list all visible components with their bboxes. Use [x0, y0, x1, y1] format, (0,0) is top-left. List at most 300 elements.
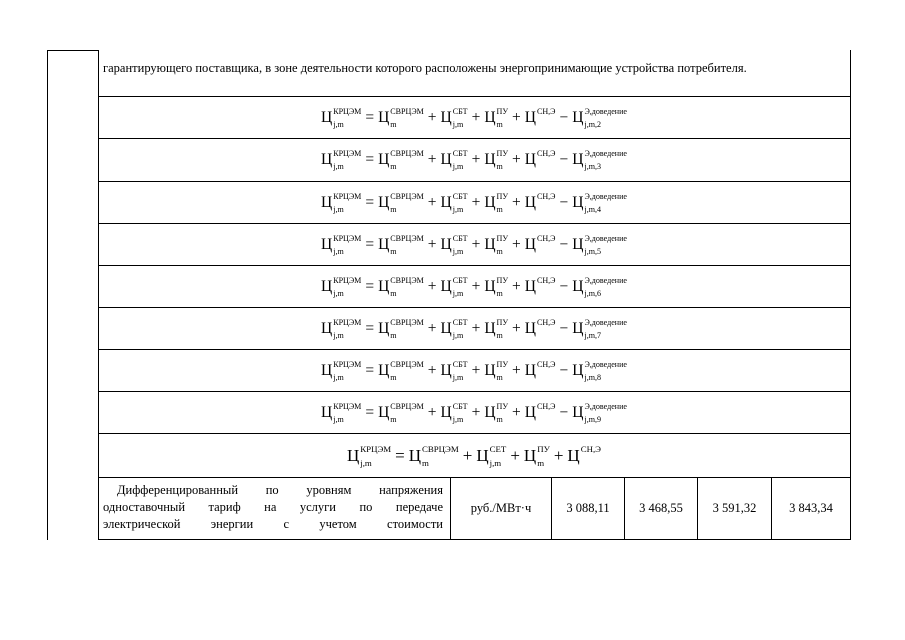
symbol-scripts — [536, 148, 556, 168]
symbol-superscript: Э,доведение — [584, 317, 627, 327]
formula-symbol — [567, 446, 601, 466]
formula-symbol — [524, 148, 556, 169]
symbol-scripts — [496, 401, 509, 424]
intro-paragraph: гарантирующего поставщика, в зоне деятельности которого расположены энергопринимающие устройства потребителя. — [103, 61, 747, 75]
formula-symbol — [524, 275, 556, 296]
formula-row — [98, 350, 850, 392]
formula-symbol — [347, 446, 391, 466]
formula — [321, 191, 627, 214]
symbol-superscript: СН,Э — [536, 275, 556, 285]
symbol-base: Ц — [378, 151, 390, 168]
symbol-scripts — [536, 401, 556, 421]
symbol-superscript: СБТ — [452, 359, 468, 369]
symbol-base: Ц — [524, 236, 536, 253]
symbol-superscript: СН,Э — [536, 106, 556, 116]
symbol-subscript — [537, 332, 556, 340]
operator: − — [559, 404, 569, 421]
symbol-scripts — [584, 275, 627, 298]
symbol-scripts — [496, 317, 509, 340]
symbol-subscript: j,m,9 — [584, 415, 601, 424]
symbol-base: Ц — [524, 404, 536, 421]
symbol-superscript: ПУ — [496, 359, 509, 369]
table-right-border — [850, 50, 851, 540]
formula-symbol — [572, 148, 627, 171]
symbol-superscript: СЕТ — [489, 444, 507, 455]
symbol-base: Ц — [524, 151, 536, 168]
symbol-subscript: j,m — [333, 289, 344, 298]
operator: + — [427, 109, 437, 126]
symbol-superscript: Э,доведение — [584, 106, 627, 116]
symbol-superscript: ПУ — [496, 191, 509, 201]
symbol-superscript: СН,Э — [536, 317, 556, 327]
symbol-superscript: СВРЦЭМ — [390, 148, 424, 158]
symbol-scripts — [537, 444, 550, 468]
operator: + — [427, 194, 437, 211]
formula-symbol — [524, 233, 556, 254]
symbol-base: Ц — [321, 236, 333, 253]
formula-row — [98, 97, 850, 139]
symbol-base: Ц — [484, 362, 496, 379]
formula-row — [98, 308, 850, 350]
formula — [321, 401, 627, 424]
symbol-base: Ц — [524, 362, 536, 379]
symbol-subscript: j,m — [489, 458, 502, 468]
final-formula — [347, 446, 601, 466]
formula-symbol — [378, 317, 424, 340]
formula-symbol — [321, 401, 362, 424]
symbol-subscript: j,m — [452, 415, 464, 424]
formula-symbol — [321, 233, 362, 256]
symbol-scripts — [536, 191, 556, 211]
formula-symbol — [524, 401, 556, 422]
operator: + — [512, 109, 521, 126]
symbol-superscript: СБТ — [452, 106, 468, 116]
symbol-superscript: ПУ — [496, 106, 509, 116]
symbol-base: Ц — [346, 446, 360, 465]
symbol-subscript: j,m — [333, 162, 344, 171]
formula-symbol — [524, 191, 556, 212]
symbol-superscript: СВРЦЭМ — [390, 401, 424, 411]
symbol-base: Ц — [572, 236, 584, 253]
operator: + — [471, 109, 481, 126]
symbol-subscript: j,m — [333, 205, 344, 214]
symbol-scripts — [390, 233, 424, 256]
symbol-scripts — [390, 106, 424, 129]
formula-symbol — [524, 106, 556, 127]
operator: + — [471, 404, 481, 421]
symbol-scripts — [333, 317, 362, 340]
symbol-subscript: j,m — [452, 162, 464, 171]
symbol-base: Ц — [321, 362, 333, 379]
formula-symbol — [321, 148, 362, 171]
symbol-superscript: СБТ — [452, 275, 468, 285]
symbol-subscript: m — [390, 331, 397, 340]
value-cell: 3 468,55 — [639, 500, 683, 515]
operator: − — [559, 320, 569, 337]
formula-symbol — [440, 317, 468, 340]
symbol-superscript: СВРЦЭМ — [390, 233, 424, 243]
operator: + — [427, 362, 437, 379]
symbol-superscript: СВРЦЭМ — [390, 106, 424, 116]
symbol-base: Ц — [440, 194, 452, 211]
symbol-base: Ц — [378, 236, 390, 253]
operator: = — [395, 446, 405, 465]
symbol-scripts — [390, 275, 424, 298]
symbol-subscript — [537, 121, 556, 129]
tariff-description-line: электрической энергии с учетом стоимости — [103, 517, 443, 531]
formula-symbol — [524, 317, 556, 338]
symbol-superscript: СВРЦЭМ — [390, 359, 424, 369]
symbol-scripts — [390, 317, 424, 340]
symbol-subscript: j,m — [360, 458, 372, 468]
symbol-subscript: j,m,3 — [584, 162, 601, 171]
symbol-base: Ц — [524, 109, 536, 126]
symbol-base: Ц — [321, 320, 333, 337]
symbol-scripts — [390, 359, 424, 382]
formula-symbol — [484, 401, 509, 424]
symbol-base: Ц — [484, 278, 496, 295]
formula-symbol — [440, 233, 468, 256]
operator: = — [365, 320, 375, 337]
symbol-superscript: СВРЦЭМ — [422, 444, 459, 455]
formula-symbol — [321, 191, 362, 214]
symbol-superscript: КРЦЭМ — [333, 275, 362, 285]
symbol-subscript: m — [496, 120, 503, 129]
operator: + — [427, 320, 437, 337]
symbol-subscript: m — [496, 373, 503, 382]
operator: + — [471, 194, 481, 211]
symbol-superscript: СН,Э — [580, 444, 602, 455]
symbol-scripts — [496, 359, 509, 382]
symbol-subscript: j,m — [333, 373, 344, 382]
symbol-scripts — [333, 191, 362, 214]
symbol-scripts — [333, 233, 362, 256]
symbol-subscript: m — [390, 415, 397, 424]
symbol-scripts — [536, 359, 556, 379]
symbol-base: Ц — [572, 194, 584, 211]
symbol-scripts — [333, 359, 362, 382]
symbol-scripts — [536, 317, 556, 337]
symbol-superscript: СВРЦЭМ — [390, 275, 424, 285]
symbol-scripts — [390, 401, 424, 424]
symbol-base: Ц — [476, 446, 489, 465]
symbol-subscript: j,m — [333, 120, 344, 129]
symbol-superscript: СБТ — [452, 148, 468, 158]
symbol-superscript: КРЦЭМ — [333, 401, 362, 411]
symbol-scripts — [584, 401, 627, 424]
symbol-subscript: m — [496, 247, 503, 256]
formula-symbol — [572, 275, 627, 298]
operator: = — [365, 194, 375, 211]
symbol-superscript: СБТ — [452, 191, 468, 201]
symbol-superscript: Э,доведение — [584, 401, 627, 411]
symbol-subscript: j,m,8 — [584, 373, 601, 382]
symbol-subscript: m — [496, 162, 503, 171]
symbol-scripts — [536, 106, 556, 126]
symbol-superscript: КРЦЭМ — [333, 233, 362, 243]
symbol-scripts — [452, 191, 468, 214]
symbol-superscript: Э,доведение — [584, 233, 627, 243]
symbol-base: Ц — [321, 151, 333, 168]
symbol-subscript: j,m — [452, 247, 464, 256]
operator: = — [365, 362, 375, 379]
operator: + — [512, 404, 521, 421]
operator: + — [512, 236, 521, 253]
formula-symbol — [524, 359, 556, 380]
symbol-base: Ц — [440, 404, 452, 421]
formula-symbol — [572, 401, 627, 424]
symbol-scripts — [452, 359, 468, 382]
symbol-superscript: ПУ — [496, 233, 509, 243]
operator: + — [510, 446, 520, 465]
symbol-subscript: m — [537, 458, 545, 468]
formula — [321, 275, 627, 298]
symbol-scripts — [452, 233, 468, 256]
symbol-subscript: j,m — [333, 247, 344, 256]
operator: = — [365, 151, 375, 168]
symbol-subscript: j,m,4 — [584, 205, 601, 214]
symbol-scripts — [333, 106, 362, 129]
symbol-superscript: СБТ — [452, 401, 468, 411]
symbol-subscript — [537, 374, 556, 382]
symbol-base: Ц — [378, 362, 390, 379]
symbol-subscript: m — [390, 120, 397, 129]
formula-symbol — [572, 317, 627, 340]
symbol-base: Ц — [523, 446, 537, 465]
symbol-base: Ц — [440, 236, 452, 253]
symbol-subscript: m — [390, 205, 397, 214]
formula-row — [98, 139, 850, 181]
formula-symbol — [484, 275, 509, 298]
symbol-base: Ц — [572, 362, 584, 379]
symbol-scripts — [390, 191, 424, 214]
formula-symbol — [572, 233, 627, 256]
symbol-subscript — [537, 290, 556, 298]
symbol-scripts — [580, 444, 602, 465]
symbol-superscript: ПУ — [537, 444, 550, 455]
operator: + — [512, 362, 521, 379]
symbol-scripts — [390, 148, 424, 171]
formula-row — [98, 266, 850, 308]
formula-symbol — [378, 191, 424, 214]
formula — [321, 106, 627, 129]
operator: + — [427, 151, 437, 168]
value-cell: 3 843,34 — [789, 500, 833, 515]
formula-symbol — [572, 106, 627, 129]
symbol-scripts — [584, 191, 627, 214]
symbol-scripts — [452, 106, 468, 129]
formula-symbol — [378, 106, 424, 129]
symbol-scripts — [333, 275, 362, 298]
symbol-subscript — [537, 248, 556, 256]
symbol-superscript: КРЦЭМ — [333, 191, 362, 201]
symbol-subscript: m — [390, 247, 397, 256]
tariff-description — [103, 482, 443, 533]
symbol-subscript: j,m — [452, 289, 464, 298]
symbol-base: Ц — [440, 320, 452, 337]
operator: = — [365, 278, 375, 295]
formula-symbol — [484, 317, 509, 340]
symbol-superscript: СН,Э — [536, 191, 556, 201]
symbol-scripts — [584, 106, 627, 129]
symbol-base: Ц — [440, 362, 452, 379]
symbol-superscript: КРЦЭМ — [333, 317, 362, 327]
symbol-subscript: m — [496, 331, 503, 340]
symbol-superscript: Э,доведение — [584, 148, 627, 158]
symbol-subscript: j,m — [333, 331, 344, 340]
symbol-subscript: m — [390, 373, 397, 382]
symbol-superscript: СБТ — [452, 317, 468, 327]
operator: + — [512, 151, 521, 168]
symbol-subscript: j,m — [452, 331, 464, 340]
formula-symbol — [484, 106, 509, 129]
formula — [321, 359, 627, 382]
formula-symbol — [476, 446, 506, 466]
symbol-scripts — [333, 401, 362, 424]
symbol-subscript: j,m,2 — [584, 120, 601, 129]
operator: + — [427, 236, 437, 253]
symbol-superscript: СН,Э — [536, 401, 556, 411]
symbol-superscript: Э,доведение — [584, 359, 627, 369]
symbol-subscript: j,m,6 — [584, 289, 601, 298]
symbol-subscript: m — [496, 289, 503, 298]
symbol-subscript — [537, 416, 556, 424]
symbol-subscript: j,m,7 — [584, 331, 601, 340]
formula-symbol — [524, 446, 550, 466]
value-cell: 3 088,11 — [566, 500, 610, 515]
operator: − — [559, 151, 569, 168]
operator: + — [471, 236, 481, 253]
formula-symbol — [321, 106, 362, 129]
symbol-base: Ц — [440, 151, 452, 168]
symbol-superscript: ПУ — [496, 401, 509, 411]
formula-symbol — [440, 148, 468, 171]
operator: − — [559, 109, 569, 126]
operator: + — [471, 320, 481, 337]
value-cell: 3 591,32 — [712, 500, 757, 515]
symbol-scripts — [452, 148, 468, 171]
operator: = — [365, 109, 375, 126]
symbol-scripts — [584, 359, 627, 382]
symbol-scripts — [536, 275, 556, 295]
symbol-superscript: ПУ — [496, 275, 509, 285]
symbol-base: Ц — [484, 404, 496, 421]
symbol-base: Ц — [524, 194, 536, 211]
formula-symbol — [440, 401, 468, 424]
formula-symbol — [440, 106, 468, 129]
formula — [321, 148, 627, 171]
bottom-line — [98, 539, 850, 540]
symbol-base: Ц — [321, 278, 333, 295]
operator: + — [471, 278, 481, 295]
symbol-scripts — [452, 317, 468, 340]
symbol-subscript: m — [422, 458, 429, 468]
symbol-base: Ц — [484, 320, 496, 337]
symbol-scripts — [422, 444, 459, 468]
operator: = — [365, 404, 375, 421]
formula-symbol — [321, 275, 362, 298]
formula-symbol — [484, 233, 509, 256]
symbol-base: Ц — [524, 278, 536, 295]
symbol-subscript — [537, 206, 556, 214]
symbol-base: Ц — [572, 109, 584, 126]
top-line — [47, 50, 98, 51]
symbol-scripts — [584, 317, 627, 340]
symbol-base: Ц — [484, 109, 496, 126]
symbol-scripts — [496, 275, 509, 298]
symbol-scripts — [536, 233, 556, 253]
symbol-superscript: КРЦЭМ — [333, 148, 362, 158]
operator: + — [553, 446, 564, 465]
formula-symbol — [378, 275, 424, 298]
symbol-base: Ц — [378, 109, 390, 126]
formula-symbol — [378, 148, 424, 171]
symbol-superscript: Э,доведение — [584, 191, 627, 201]
operator: + — [427, 278, 437, 295]
symbol-scripts — [333, 148, 362, 171]
symbol-superscript: ПУ — [496, 317, 509, 327]
symbol-scripts — [584, 148, 627, 171]
unit-cell: руб./МВт·ч — [470, 500, 532, 515]
formula-symbol — [484, 148, 509, 171]
symbol-base: Ц — [572, 278, 584, 295]
operator: + — [462, 446, 473, 465]
symbol-superscript: СБТ — [452, 233, 468, 243]
symbol-base: Ц — [408, 446, 421, 465]
formula-symbol — [321, 317, 362, 340]
operator: − — [559, 236, 569, 253]
operator: − — [559, 278, 569, 295]
formula-symbol — [440, 191, 468, 214]
symbol-scripts — [489, 444, 507, 468]
symbol-superscript: СН,Э — [536, 148, 556, 158]
symbol-subscript: j,m,5 — [584, 247, 601, 256]
symbol-base: Ц — [484, 151, 496, 168]
symbol-superscript: СН,Э — [536, 359, 556, 369]
symbol-base: Ц — [378, 278, 390, 295]
operator: + — [512, 194, 521, 211]
symbol-scripts — [496, 233, 509, 256]
operator: − — [559, 362, 569, 379]
formula-row — [98, 182, 850, 224]
operator: + — [471, 151, 481, 168]
formula-symbol — [440, 275, 468, 298]
symbol-base: Ц — [440, 278, 452, 295]
symbol-base: Ц — [321, 109, 333, 126]
symbol-base: Ц — [572, 151, 584, 168]
symbol-subscript: m — [496, 415, 503, 424]
symbol-scripts — [496, 191, 509, 214]
formula-symbol — [484, 191, 509, 214]
symbol-base: Ц — [321, 194, 333, 211]
symbol-subscript: m — [496, 205, 503, 214]
symbol-base: Ц — [572, 320, 584, 337]
symbol-scripts — [360, 444, 392, 468]
formula-symbol — [572, 359, 627, 382]
symbol-base: Ц — [378, 194, 390, 211]
symbol-base: Ц — [378, 320, 390, 337]
formula-symbol — [378, 401, 424, 424]
symbol-scripts — [452, 275, 468, 298]
symbol-superscript: ПУ — [496, 148, 509, 158]
symbol-subscript — [537, 163, 556, 171]
operator: + — [471, 362, 481, 379]
symbol-scripts — [452, 401, 468, 424]
symbol-subscript: j,m — [333, 415, 344, 424]
formula-symbol — [378, 233, 424, 256]
formula-symbol — [409, 446, 459, 466]
operator: + — [512, 278, 521, 295]
